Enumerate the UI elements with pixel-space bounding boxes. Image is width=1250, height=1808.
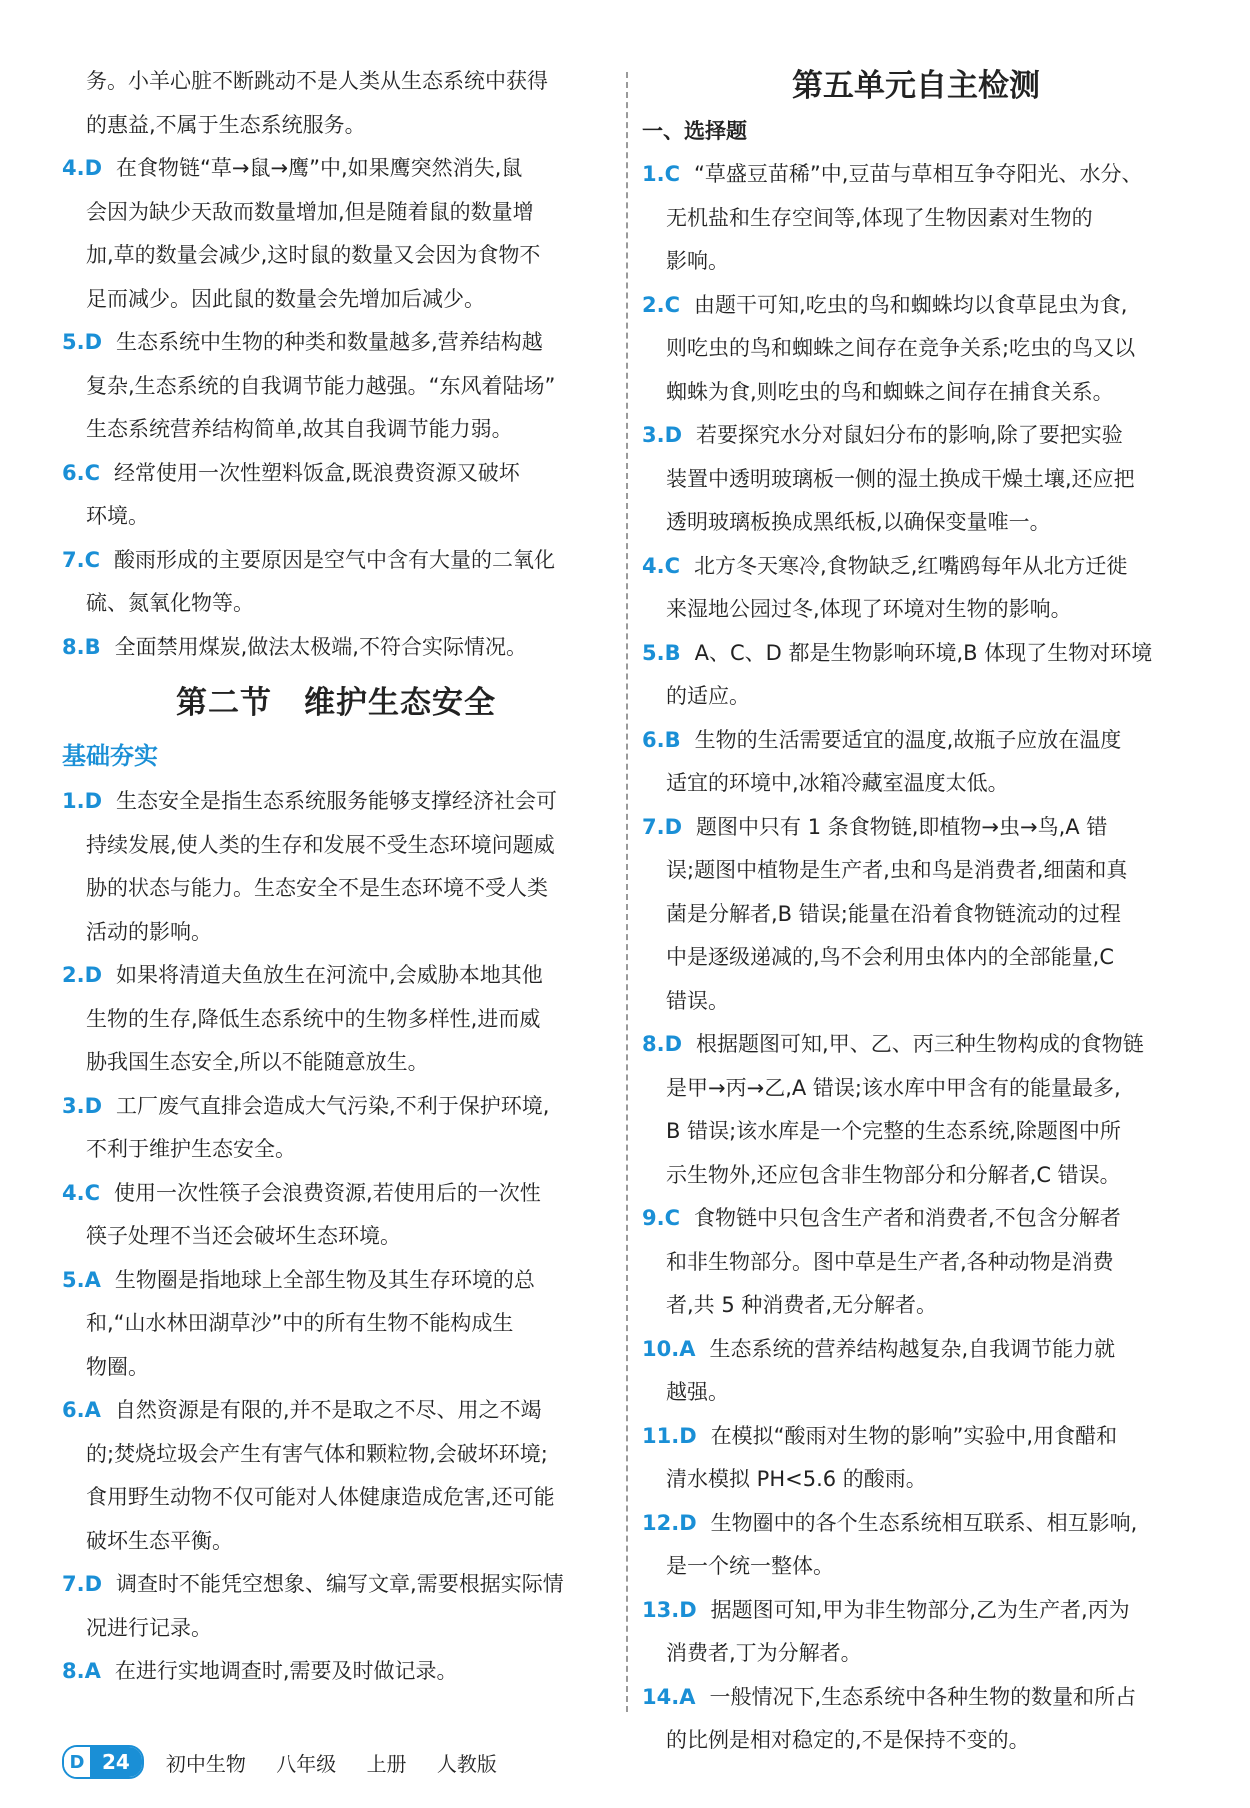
answer-text: 生物的生存,降低生态系统中的生物多样性,进而威: [86, 1006, 541, 1031]
answer-text: 误;题图中植物是生产者,虫和鸟是消费者,细菌和真: [666, 858, 1128, 882]
answer-text: B 错误;该水库是一个完整的生态系统,除题图中所: [666, 1119, 1121, 1143]
answer-item-line: [62, 1302, 610, 1346]
answer-item: [642, 1502, 1190, 1546]
answer-item: [642, 806, 1190, 850]
answer-item-line: [642, 458, 1190, 502]
answer-item: [642, 153, 1190, 197]
answer-text: 加,草的数量会减少,这时鼠的数量又会因为食物不: [86, 243, 541, 267]
answer-text: 生物的生活需要适宜的温度,故瓶子应放在温度: [694, 727, 1122, 752]
answer-text: 菌是分解者,B 错误;能量在沿着食物链流动的过程: [666, 901, 1121, 926]
answer-item: [642, 632, 1190, 676]
answer-number: 7.D: [62, 1572, 103, 1596]
volume: 上册: [366, 1751, 407, 1776]
answer-text: 和非生物部分。图中草是生产者,各种动物是消费: [666, 1249, 1114, 1274]
answer-item-line: [62, 278, 610, 322]
answer-item-line: [62, 495, 610, 539]
answer-number: 4.C: [642, 553, 681, 578]
badge-letter: D: [64, 1747, 90, 1777]
answer-item: [642, 1589, 1190, 1633]
answer-item-line: [62, 824, 610, 868]
answer-text: 越强。: [666, 1380, 729, 1404]
subsection-title: 基础夯实: [62, 742, 158, 770]
answer-text: 根据题图可知,甲、乙、丙三种生物构成的食物链: [696, 1032, 1144, 1056]
answer-item: [62, 1563, 610, 1607]
answer-text: 胁的状态与能力。生态安全不是生态环境不受人类: [86, 876, 548, 900]
answer-item: [62, 1259, 610, 1303]
unit-title: 第五单元自主检测: [792, 68, 1040, 104]
answer-text: 硫、氮氧化物等。: [86, 591, 254, 615]
answer-text: 蜘蛛为食,则吃虫的鸟和蜘蛛之间存在捕食关系。: [666, 379, 1114, 404]
answer-item-line: [642, 1284, 1190, 1328]
answer-text: 会因为缺少天敌而数量增加,但是随着鼠的数量增: [86, 199, 534, 224]
answer-text: 适宜的环境中,冰箱冷藏室温度太低。: [666, 771, 1009, 795]
answer-item: [62, 321, 610, 365]
answer-item-line: [62, 365, 610, 409]
answer-item: [642, 1197, 1190, 1241]
answer-number: 14.A: [642, 1684, 696, 1709]
answer-number: 6.A: [62, 1398, 101, 1422]
answer-number: 8.D: [642, 1032, 683, 1056]
answer-item-line: [62, 1215, 610, 1259]
answer-item-line: [642, 588, 1190, 632]
answer-text: 自然资源是有限的,并不是取之不尽、用之不竭: [114, 1398, 542, 1422]
edition: 人教版: [436, 1751, 497, 1776]
answer-text: 在模拟“酸雨对生物的影响”实验中,用食醋和: [710, 1423, 1118, 1448]
answer-text: 由题干可知,吃虫的鸟和蜘蛛均以食草昆虫为食,: [694, 292, 1128, 317]
answer-item-line: [642, 675, 1190, 719]
answer-number: 8.B: [62, 634, 101, 659]
answer-number: 9.C: [642, 1206, 681, 1230]
column-divider: [626, 72, 628, 1712]
answer-item-line: [642, 1110, 1190, 1154]
answer-number: 7.C: [62, 547, 101, 572]
answer-item: [62, 1650, 610, 1694]
answer-text: 食用野生动物不仅可能对人体健康造成危害,还可能: [86, 1485, 555, 1509]
answer-item: [62, 452, 610, 496]
answer-text: 是一个统一整体。: [666, 1554, 834, 1578]
answer-number: 5.B: [642, 640, 681, 665]
answer-number: 13.D: [642, 1597, 697, 1622]
answer-number: 3.D: [62, 1093, 103, 1118]
answer-item-line: [642, 501, 1190, 545]
answer-item-line: [642, 1632, 1190, 1676]
lead-paragraph: [62, 60, 610, 147]
answer-item-line: [62, 408, 610, 452]
answer-text: 工厂废气直排会造成大气污染,不利于保护环境,: [116, 1093, 550, 1118]
answer-text: 题图中只有 1 条食物链,即植物→虫→鸟,A 错: [696, 814, 1108, 839]
answer-text: 无机盐和生存空间等,体现了生物因素对生物的: [666, 205, 1093, 230]
answer-text: 酸雨形成的主要原因是空气中含有大量的二氧化: [114, 547, 556, 572]
answer-text: 物圈。: [86, 1354, 149, 1379]
answer-item-line: [642, 1067, 1190, 1111]
answer-item: [642, 1415, 1190, 1459]
answer-text: 生态系统的营养结构越复杂,自我调节能力就: [709, 1336, 1116, 1361]
answer-text: 生物圈中的各个生态系统相互联系、相互影响,: [710, 1510, 1138, 1535]
answer-item: [62, 539, 610, 583]
page-number: 24: [90, 1747, 142, 1777]
answer-text: 筷子处理不当还会破坏生态环境。: [86, 1224, 401, 1248]
answer-text: 和,“山水林田湖草沙”中的所有生物不能构成生: [86, 1311, 514, 1335]
answer-number: 6.C: [62, 460, 101, 485]
answer-item: [642, 1023, 1190, 1067]
answer-item-line: [642, 1154, 1190, 1198]
answer-text: 示生物外,还应包含非生物部分和分解者,C 错误。: [666, 1162, 1121, 1187]
answer-item-line: [62, 1128, 610, 1172]
answer-text: 持续发展,使人类的生存和发展不受生态环境问题威: [86, 832, 555, 857]
answer-text: 胁我国生态安全,所以不能随意放生。: [86, 1050, 429, 1074]
answer-list-unit-test: [642, 153, 1190, 1763]
answer-text: 来湿地公园过冬,体现了环境对生物的影响。: [666, 597, 1072, 621]
answer-item-line: [62, 1476, 610, 1520]
answer-item: [62, 1085, 610, 1129]
right-column: [642, 60, 1190, 1763]
answer-item: [62, 1389, 610, 1433]
answer-list-section-one: [62, 147, 610, 669]
answer-item-line: [642, 762, 1190, 806]
answer-text: 全面禁用煤炭,做法太极端,不符合实际情况。: [114, 634, 527, 659]
answer-text: 生态安全是指生态系统服务能够支撑经济社会可: [116, 789, 558, 813]
answer-number: 8.A: [62, 1659, 101, 1683]
answer-text: 则吃虫的鸟和蜘蛛之间存在竞争关系;吃虫的鸟又以: [666, 336, 1136, 360]
answer-text: 环境。: [86, 504, 149, 528]
answer-text: 生物圈是指地球上全部生物及其生存环境的总: [114, 1267, 535, 1292]
lead-line: 务。小羊心脏不断跳动不是人类从生态系统中获得: [86, 69, 548, 93]
answer-text: 破坏生态平衡。: [86, 1528, 233, 1553]
answer-text: 如果将清道夫鱼放生在河流中,会威胁本地其他: [116, 963, 543, 987]
answer-text: 调查时不能凭空想象、编写文章,需要根据实际情: [116, 1572, 564, 1596]
answer-item-line: [642, 1719, 1190, 1763]
answer-item-line: [642, 893, 1190, 937]
answer-text: 据题图可知,甲为非生物部分,乙为生产者,丙为: [710, 1597, 1130, 1622]
grade: 八年级: [276, 1751, 337, 1776]
answer-number: 3.D: [642, 423, 683, 447]
answer-text: 若要探究水分对鼠妇分布的影响,除了要把实验: [696, 423, 1123, 447]
answer-item-line: [62, 582, 610, 626]
answer-text: 消费者,丁为分解者。: [666, 1641, 862, 1665]
answer-text: 装置中透明玻璃板一侧的湿土换成干燥土壤,还应把: [666, 466, 1135, 491]
answer-text: 者,共 5 种消费者,无分解者。: [666, 1293, 938, 1317]
answer-item-line: [642, 371, 1190, 415]
answer-number: 2.C: [642, 292, 681, 317]
answer-text: 生态系统营养结构简单,故其自我调节能力弱。: [86, 417, 513, 441]
answer-item: [62, 954, 610, 998]
answer-text: 一般情况下,生态系统中各种生物的数量和所占: [709, 1684, 1137, 1709]
answer-item: [642, 1328, 1190, 1372]
answer-text: 使用一次性筷子会浪费资源,若使用后的一次性: [114, 1180, 541, 1205]
answer-item-line: [642, 936, 1190, 980]
book-info: [166, 1748, 521, 1777]
answer-number: 4.C: [62, 1180, 101, 1205]
answer-item-line: [62, 998, 610, 1042]
answer-number: 1.C: [642, 162, 681, 186]
page-footer: [62, 1745, 521, 1779]
answer-item-line: [642, 1458, 1190, 1502]
answer-item-line: [642, 240, 1190, 284]
answer-number: 6.B: [642, 727, 681, 752]
answer-text: 是甲→丙→乙,A 错误;该水库中甲含有的能量最多,: [666, 1075, 1121, 1100]
answer-text: 不利于维护生态安全。: [86, 1137, 296, 1161]
answer-text: 食物链中只包含生产者和消费者,不包含分解者: [694, 1206, 1121, 1230]
section-title: 第二节 维护生态安全: [176, 685, 496, 721]
answer-text: 中是逐级递减的,鸟不会利用虫体内的全部能量,C: [666, 945, 1115, 969]
answer-text: 的;焚烧垃圾会产生有害气体和颗粒物,会破坏环境;: [86, 1441, 548, 1466]
answer-number: 5.D: [62, 330, 103, 354]
answer-number: 1.D: [62, 789, 103, 813]
answer-item: [62, 780, 610, 824]
page-badge: [62, 1745, 144, 1779]
answer-text: 在进行实地调查时,需要及时做记录。: [114, 1659, 458, 1683]
answer-text: 透明玻璃板换成黑纸板,以确保变量唯一。: [666, 510, 1051, 534]
answer-item-line: [642, 849, 1190, 893]
answer-text: 足而减少。因此鼠的数量会先增加后减少。: [86, 286, 485, 311]
answer-item-line: [642, 1241, 1190, 1285]
answer-item-line: [62, 234, 610, 278]
answer-number: 11.D: [642, 1423, 697, 1448]
answer-item-line: [642, 980, 1190, 1024]
answer-number: 2.D: [62, 963, 103, 987]
answer-item: [62, 626, 610, 670]
answer-text: “草盛豆苗稀”中,豆苗与草相互争夺阳光、水分、: [694, 162, 1143, 186]
answer-item: [642, 719, 1190, 763]
answer-item-line: [62, 1607, 610, 1651]
answer-text: 生态系统中生物的种类和数量越多,营养结构越: [116, 330, 543, 354]
answer-text: A、C、D 都是生物影响环境,B 体现了生物对环境: [694, 640, 1153, 665]
subject: 初中生物: [165, 1751, 246, 1776]
answer-item: [62, 1172, 610, 1216]
answer-text: 的适应。: [666, 684, 750, 708]
answer-item: [642, 414, 1190, 458]
answer-item: [642, 1676, 1190, 1720]
answer-number: 7.D: [642, 814, 683, 839]
answer-text: 的比例是相对稳定的,不是保持不变的。: [666, 1728, 1030, 1752]
answer-item-line: [62, 1433, 610, 1477]
answer-item-line: [62, 1041, 610, 1085]
answer-item-line: [62, 191, 610, 235]
answer-item: [62, 147, 610, 191]
answer-item-line: [62, 1520, 610, 1564]
answer-item-line: [642, 1371, 1190, 1415]
answer-item-line: [642, 1545, 1190, 1589]
answer-number: 12.D: [642, 1510, 697, 1535]
answer-text: 北方冬天寒冷,食物缺乏,红嘴鸥每年从北方迁徙: [694, 553, 1128, 578]
answer-text: 活动的影响。: [86, 919, 212, 944]
answer-text: 在食物链“草→鼠→鹰”中,如果鹰突然消失,鼠: [116, 156, 523, 180]
answer-list-section-two: [62, 780, 610, 1694]
left-column: [62, 60, 610, 1694]
subsection-title: 一、选择题: [642, 119, 747, 143]
answer-item-line: [642, 327, 1190, 371]
answer-number: 5.A: [62, 1267, 101, 1292]
answer-text: 错误。: [666, 988, 729, 1013]
answer-text: 清水模拟 PH<5.6 的酸雨。: [666, 1467, 927, 1491]
answer-item: [642, 545, 1190, 589]
answer-item-line: [642, 197, 1190, 241]
answer-text: 影响。: [666, 249, 729, 273]
answer-item: [642, 284, 1190, 328]
answer-number: 10.A: [642, 1336, 696, 1361]
answer-number: 4.D: [62, 156, 103, 180]
answer-text: 况进行记录。: [86, 1615, 212, 1640]
answer-item-line: [62, 867, 610, 911]
answer-text: 经常使用一次性塑料饭盒,既浪费资源又破坏: [114, 460, 520, 485]
lead-line: 的惠益,不属于生态系统服务。: [86, 112, 366, 137]
answer-item-line: [62, 1346, 610, 1390]
answer-text: 复杂,生态系统的自我调节能力越强。“东风着陆场”: [86, 373, 556, 398]
answer-item-line: [62, 911, 610, 955]
